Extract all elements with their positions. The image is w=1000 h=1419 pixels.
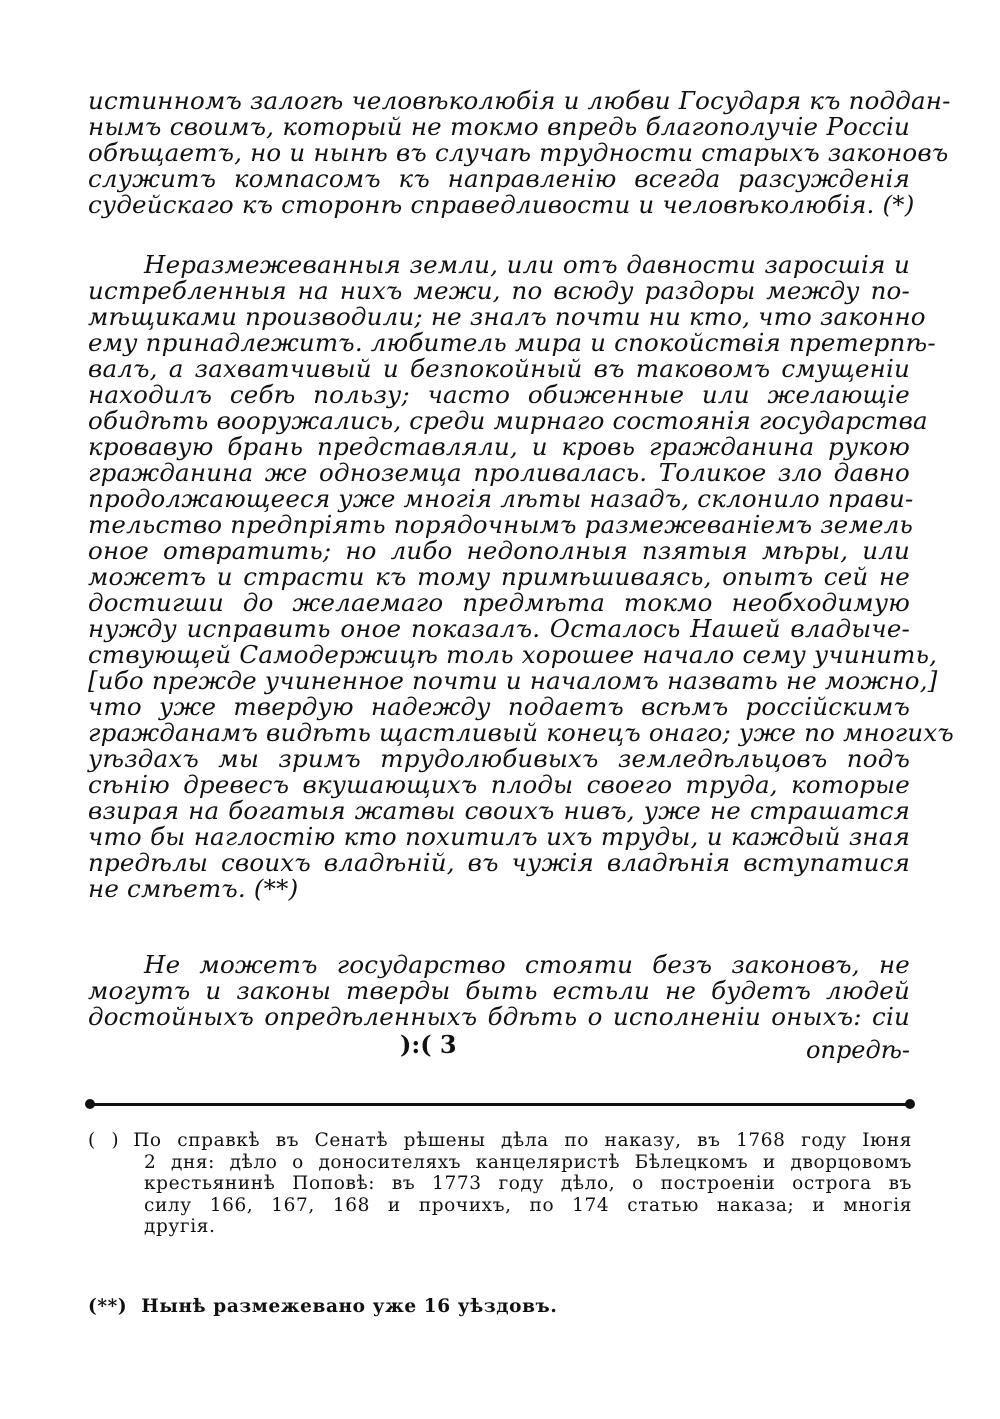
footnote-line: другія. — [144, 1216, 216, 1237]
text-line: Неразмежеванныя земли, или отъ давности заросшія и — [144, 250, 910, 279]
text-line: истребленныя на нихъ межи, по всюду раздоры между по- — [88, 276, 910, 305]
text-line: судейскаго къ сторонѣ справедливости и человѣколюбія. (*) — [88, 190, 915, 219]
divider-end-dot — [85, 1099, 95, 1109]
footnote-1 — [88, 1130, 912, 1238]
text-line: тельство предпріять порядочнымъ размежеваніемъ земель — [88, 510, 914, 539]
footnote-text: Нынѣ размежевано уже 16 уѣздовъ. — [141, 1296, 558, 1317]
text-line: [ибо прежде учиненное почти и началомъ назвать не можно,] — [88, 666, 938, 695]
text-line: кровавую брань представляли, и кровь гражданина рукою — [88, 432, 910, 461]
text-line: можетъ и страсти къ тому примѣшиваясь, опытъ сей не — [88, 562, 910, 591]
text-line: продолжающееся уже многія лѣты назадъ, склонило прави- — [88, 484, 914, 513]
text-line: не смѣетъ. (**) — [88, 874, 299, 903]
paragraph-continued — [88, 86, 951, 219]
footnote-line: силу 166, 167, 168 и прочихъ, по 174 статью наказа; и многія — [144, 1194, 912, 1216]
text-line: обидѣть вооружались, среди мирнаго состоянія государства — [88, 406, 928, 435]
text-line: мѣщиками производили; не зналъ почти ни кто, что законно — [88, 302, 926, 331]
text-line: ствующей Самодержицѣ толь хорошее начало сему учинить, — [88, 640, 938, 669]
catchword: опредѣ- — [806, 1036, 910, 1064]
text-line: взирая на богатыя жатвы своихъ нивъ, уже не страшатся — [88, 796, 910, 825]
text-line: гражданамъ видѣть щастливый конецъ онаго; уже по многихъ — [88, 718, 954, 747]
text-line: обѣщаетъ, но и нынѣ въ случаѣ трудности старыхъ законовъ — [88, 138, 949, 167]
divider-end-dot — [905, 1099, 915, 1109]
text-line: могутъ и законы тверды быть естьли не будетъ людей — [88, 976, 910, 1005]
text-line: нужду исправить оное показалъ. Осталось Нашей владыче- — [88, 614, 910, 643]
text-line: сѣнію древесъ вкушающихъ плоды своего труда, которые — [88, 770, 910, 799]
text-line: уѣздахъ мы зримъ трудолюбивыхъ земледѣльцовъ подъ — [88, 744, 910, 773]
paragraph-laws — [88, 952, 910, 1030]
text-line: ему принадлежитъ. любитель мира и спокойствія претерпѣ- — [88, 328, 936, 357]
footnote-line — [88, 1130, 912, 1152]
page-bottom-row — [88, 1030, 910, 1064]
footnote-2 — [88, 1296, 912, 1318]
text-line: что бы наглостію кто похитилъ ихъ труды, и каждый зная — [88, 822, 910, 851]
text-line: гражданина же одноземца проливалась. Толикое зло давно — [88, 458, 910, 487]
footnote-line: крестьянинѣ Поповѣ: въ 1773 году дѣло, о построеніи острога въ — [144, 1173, 912, 1194]
text-line: находилъ себѣ пользу; часто обиженные или желающіе — [88, 380, 910, 409]
text-line: валъ, а захватчивый и безпокойный въ таковомъ смущеніи — [88, 354, 910, 383]
footnote-text: По справкѣ въ Сенатѣ рѣшены дѣла по наказу, въ 1768 году Іюня — [133, 1130, 912, 1151]
text-line: истинномъ залогѣ человѣколюбія и любви Государя къ поддан- — [88, 86, 951, 115]
text-line: служитъ компасомъ къ направленію всегда разсужденія — [88, 164, 910, 193]
footnote-line: 2 дня: дѣло о доносителяхъ канцеляристѣ Бѣлецкомъ и дворцовомъ — [144, 1151, 912, 1173]
signature-mark: ):( 3 — [400, 1030, 457, 1059]
text-line: предѣлы своихъ владѣній, въ чужія владѣнія вступатися — [88, 848, 910, 877]
text-line: Не можетъ государство стояти безъ законовъ, не — [144, 950, 910, 979]
paragraph-land-survey — [88, 250, 954, 903]
text-line: нымъ своимъ, который не токмо впредь благополучіе Россіи — [88, 112, 910, 141]
text-line: что уже твердую надежду подаетъ всѣмъ россійскимъ — [88, 692, 910, 721]
footnote-divider — [88, 1103, 912, 1106]
text-line: достигши до желаемаго предмѣта токмо необходимую — [88, 588, 910, 617]
text-line: достойныхъ опредѣленныхъ бдѣть о исполненіи оныхъ: сіи — [88, 1002, 910, 1031]
footnote-line — [88, 1296, 912, 1318]
footnote-mark: ( ) — [88, 1130, 120, 1151]
text-line: оное отвратить; но либо недополныя пзятыя мѣры, или — [88, 536, 910, 565]
footnote-mark: (**) — [88, 1296, 128, 1317]
